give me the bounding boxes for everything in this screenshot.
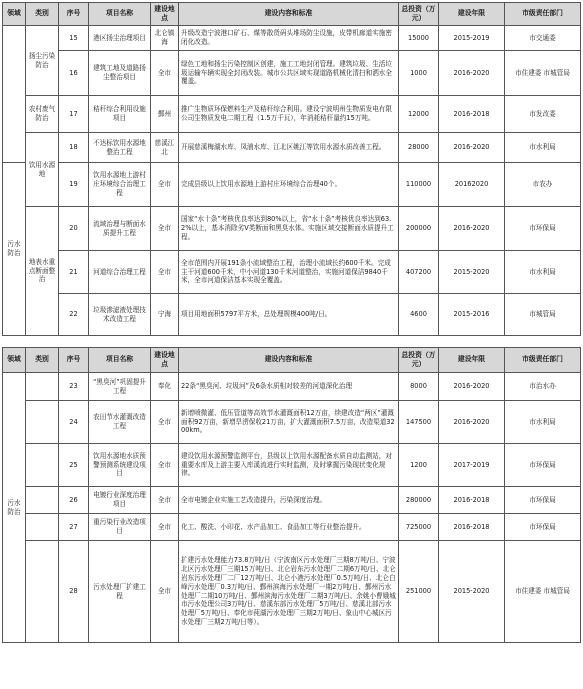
row-name: 建筑工地及道路扬尘整治项目 <box>89 51 151 96</box>
row-no: 25 <box>59 444 89 487</box>
row-dept: 市水利局 <box>505 401 581 444</box>
row-no: 20 <box>59 207 89 251</box>
row-location: 全市 <box>151 51 179 96</box>
row-years: 2015-2016 <box>439 294 505 336</box>
col-header-years: 建设年限 <box>439 348 505 373</box>
row-dept: 市环保局 <box>505 514 581 541</box>
row-no: 24 <box>59 401 89 444</box>
category-cell <box>26 401 59 444</box>
col-header-dept: 市级责任部门 <box>505 3 581 26</box>
row-dept: 市住建委 市城管局 <box>505 541 581 643</box>
category-cell <box>26 373 59 401</box>
category-cell: 扬尘污染防治 <box>26 26 59 96</box>
row-content: 全市电镀企业实施工艺改造提升，污染深度治理。 <box>179 487 399 514</box>
row-dept: 市城管局 <box>505 294 581 336</box>
row-content: 国家“水十条”考核优良率达到80%以上，省“水十条”考核优良率达到63.2%以上，基本消除劣Ⅴ类断面和黑臭水体。实施区域交接断面水质提升工程。 <box>179 207 399 251</box>
row-content: 扩建污水处理能力73.8万吨/日（宁波南区污水处理厂三期8万吨/日、宁波北区污水处理厂三期15万吨/日、北仑岩东污水处理厂二期6万吨/日、北仑岩东污水处理厂二厂12万吨/日、北仑小港污水处理厂0.5万吨/日、北仑白峰污水处理厂0.3万吨/日、鄞州滨海污水处理厂一期2万吨/日、鄞州污水处理厂二期10万吨/日、鄞州滨海污水处理厂二期3万吨/日、余姚小曹娥城市污水处理公司3万吨/日、慈溪东部污水处理厂5万吨/日、慈溪北部污水处理厂5万吨/日、奉化市莼湖污水处理厂三期2万吨/日、象山中心城区污水处理厂三期2万吨/日等）。 <box>179 541 399 643</box>
row-investment: 251000 <box>399 541 439 643</box>
project-table-1 <box>2 2 581 336</box>
table-row <box>3 444 581 487</box>
project-table-2 <box>2 347 581 643</box>
category-cell <box>26 487 59 514</box>
table-row <box>3 51 581 96</box>
row-investment: 1200 <box>399 444 439 487</box>
row-investment: 280000 <box>399 487 439 514</box>
col-header-no: 序号 <box>59 348 89 373</box>
table-row <box>3 401 581 444</box>
row-name: 农田节水灌溉改造工程 <box>89 401 151 444</box>
row-no: 17 <box>59 96 89 133</box>
row-dept: 市环保局 <box>505 444 581 487</box>
row-content: 化工、酸洗、小印花、水产品加工、食品加工等行业整治提升。 <box>179 514 399 541</box>
row-location: 全市 <box>151 251 179 294</box>
col-header-domain: 领域 <box>3 348 26 373</box>
row-location: 全市 <box>151 163 179 207</box>
row-location: 全市 <box>151 207 179 251</box>
row-location: 全市 <box>151 487 179 514</box>
row-content: 推广生物质环保燃料生产及秸秆综合利用。建设宁波明州生物质发电有限公司生物质发电二期工程（1.5万千瓦），年消耗秸秆量约15万吨。 <box>179 96 399 133</box>
row-years: 2016-2018 <box>439 96 505 133</box>
row-years: 2015-2020 <box>439 251 505 294</box>
row-no: 28 <box>59 541 89 643</box>
category-cell <box>26 541 59 643</box>
col-header-content: 建设内容和标准 <box>179 3 399 26</box>
row-location: 鄞州 <box>151 96 179 133</box>
col-header-investment: 总投资（万元） <box>399 3 439 26</box>
row-no: 16 <box>59 51 89 96</box>
row-name: 饮用水源地上游村庄环境综合治理工程 <box>89 163 151 207</box>
row-location: 奉化 <box>151 373 179 401</box>
table-row <box>3 133 581 163</box>
row-dept: 市治水办 <box>505 373 581 401</box>
table-row <box>3 373 581 401</box>
row-name: 河道综合治理工程 <box>89 251 151 294</box>
row-name: “黑臭河”巩固提升工程 <box>89 373 151 401</box>
table-header-row <box>3 3 581 26</box>
row-name: 污水处理厂扩建工程 <box>89 541 151 643</box>
row-name: 垃圾渗滤液处理技术改造工程 <box>89 294 151 336</box>
row-dept: 市环保局 <box>505 207 581 251</box>
row-name: 电镀行业深度治理项目 <box>89 487 151 514</box>
row-investment: 407200 <box>399 251 439 294</box>
row-years: 2016-2020 <box>439 401 505 444</box>
col-header-dept: 市级责任部门 <box>505 348 581 373</box>
row-years: 20162020 <box>439 163 505 207</box>
row-location: 全市 <box>151 444 179 487</box>
row-dept: 市环保局 <box>505 487 581 514</box>
row-name: 港区扬尘治理项目 <box>89 26 151 51</box>
row-name: 不达标饮用水源地整治工程 <box>89 133 151 163</box>
row-name: 秸秆综合利用设施项目 <box>89 96 151 133</box>
row-no: 15 <box>59 26 89 51</box>
row-investment: 8000 <box>399 373 439 401</box>
row-content: 新增喷微灌、低压管道等高效节水灌溉面积12万亩，续建改造“两区”灌溉面积92万亩，新增旱涝保收21万亩，扩大灌溉面积7.5万亩，改造渠道3200km。 <box>179 401 399 444</box>
row-years: 2016-2020 <box>439 133 505 163</box>
row-content: 建设饮用水源预警监测平台，县级以上饮用水源配备水质自动监测站，对重要水库及上游主要入库溪流进行实时监测，及时掌握污染现状变化规律。 <box>179 444 399 487</box>
table-row <box>3 487 581 514</box>
table-row <box>3 541 581 643</box>
row-years: 2016-2018 <box>439 514 505 541</box>
row-dept: 市交通委 <box>505 26 581 51</box>
domain-cell: 污水防治 <box>3 163 26 336</box>
row-content: 完成县级以上饮用水源地上游村庄环境综合治理40个。 <box>179 163 399 207</box>
col-header-location: 建设地点 <box>151 3 179 26</box>
row-dept: 市发改委 <box>505 96 581 133</box>
row-investment: 12000 <box>399 96 439 133</box>
row-no: 19 <box>59 163 89 207</box>
category-cell: 农村废气防治 <box>26 96 59 133</box>
row-years: 2016-2020 <box>439 51 505 96</box>
row-no: 23 <box>59 373 89 401</box>
table-row <box>3 96 581 133</box>
col-header-name: 项目名称 <box>89 348 151 373</box>
row-dept: 市水利局 <box>505 251 581 294</box>
row-dept: 市住建委 市城管局 <box>505 51 581 96</box>
col-header-category: 类别 <box>26 3 59 26</box>
table-row <box>3 163 581 207</box>
row-dept: 市农办 <box>505 163 581 207</box>
category-cell: 饮用水源地 <box>26 133 59 207</box>
table-row <box>3 514 581 541</box>
row-location: 全市 <box>151 401 179 444</box>
row-no: 26 <box>59 487 89 514</box>
row-content: 项目用地面积5797平方米，总处理规模400吨/日。 <box>179 294 399 336</box>
row-no: 21 <box>59 251 89 294</box>
row-content: 开展慈溪梅湖水库、凤浦水库、江北区姚江等饮用水源水质改善工程。 <box>179 133 399 163</box>
row-content: 升级改造宁波港口矿石、煤等散货码头堆场防尘设施，皮带机廊道实施密闭化改造。 <box>179 26 399 51</box>
col-header-no: 序号 <box>59 3 89 26</box>
row-no: 27 <box>59 514 89 541</box>
table-row <box>3 207 581 251</box>
col-header-investment: 总投资（万元） <box>399 348 439 373</box>
row-investment: 1000 <box>399 51 439 96</box>
row-location: 北仑镇海 <box>151 26 179 51</box>
domain-cell: 污水防治 <box>3 373 26 643</box>
row-no: 18 <box>59 133 89 163</box>
row-years: 2016-2018 <box>439 487 505 514</box>
row-name: 饮用水源地水质预警预测系统建设项目 <box>89 444 151 487</box>
row-name: 重污染行业改造项目 <box>89 514 151 541</box>
table-row <box>3 294 581 336</box>
row-content: 绿色工地和扬尘污染控制区创建，施工工地封闭管理。建筑垃圾、生活垃圾运输车辆实现全封闭改装。城市公共区域实现道路机械化清扫和洒水全覆盖。 <box>179 51 399 96</box>
row-location: 宁海 <box>151 294 179 336</box>
row-location: 全市 <box>151 541 179 643</box>
row-investment: 28000 <box>399 133 439 163</box>
row-investment: 4600 <box>399 294 439 336</box>
row-investment: 147500 <box>399 401 439 444</box>
row-years: 2017-2019 <box>439 444 505 487</box>
category-cell: 地表水重点断面整治 <box>26 207 59 336</box>
col-header-years: 建设年限 <box>439 3 505 26</box>
table-row <box>3 26 581 51</box>
row-investment: 725000 <box>399 514 439 541</box>
row-no: 22 <box>59 294 89 336</box>
row-investment: 200000 <box>399 207 439 251</box>
col-header-name: 项目名称 <box>89 3 151 26</box>
col-header-content: 建设内容和标准 <box>179 348 399 373</box>
col-header-domain: 领域 <box>3 3 26 26</box>
category-cell <box>26 444 59 487</box>
row-years: 2016-2020 <box>439 207 505 251</box>
domain-cell <box>3 26 26 163</box>
row-location: 全市 <box>151 514 179 541</box>
row-years: 2015-2019 <box>439 26 505 51</box>
row-investment: 15000 <box>399 26 439 51</box>
row-location: 慈溪江北 <box>151 133 179 163</box>
category-cell <box>26 514 59 541</box>
row-name: 流域治理与断面水质提升工程 <box>89 207 151 251</box>
row-years: 2016-2020 <box>439 373 505 401</box>
row-investment: 110000 <box>399 163 439 207</box>
table-header-row <box>3 348 581 373</box>
row-content: 22条“黑臭河、垃圾河”及6条水质相对较差的河道深化治理 <box>179 373 399 401</box>
col-header-location: 建设地点 <box>151 348 179 373</box>
table-row <box>3 251 581 294</box>
row-content: 全市范围内开展191条小流域整治工程，治理小流域长约600千米。完成主干河道600千米，中小河道130千米河道整治，实施河道保洁9840千米，全市河道保洁基本实现全覆盖。 <box>179 251 399 294</box>
col-header-category: 类别 <box>26 348 59 373</box>
row-dept: 市水利局 <box>505 133 581 163</box>
row-years: 2015-2020 <box>439 541 505 643</box>
